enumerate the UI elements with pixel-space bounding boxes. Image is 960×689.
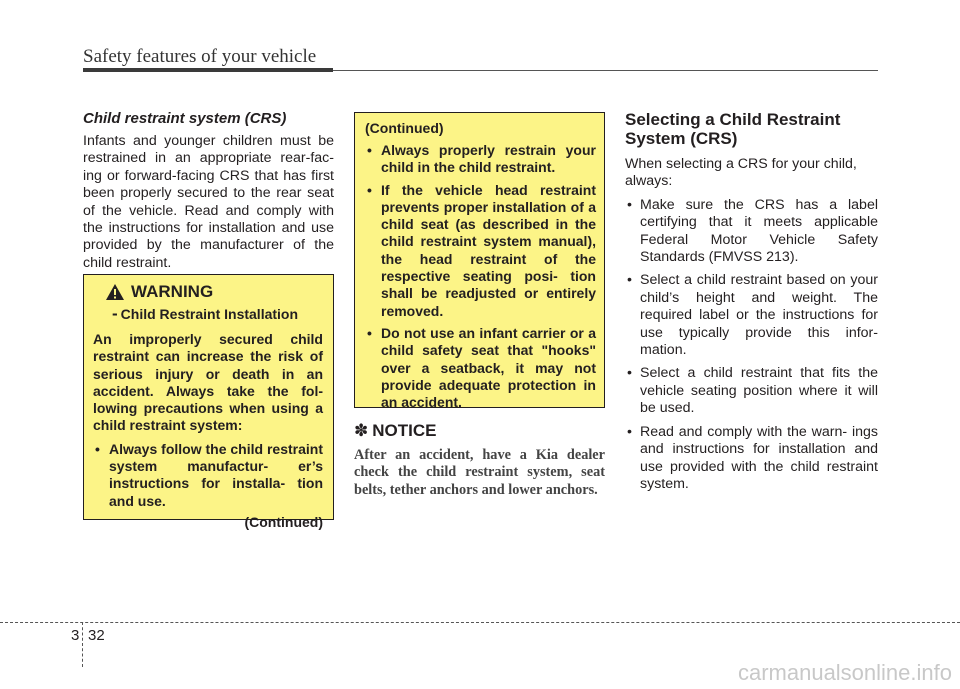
notice-section [354,421,605,499]
list-item: • Always follow the child restraint system manufactur- er’s instructions for installa- tion and use. [93,441,323,510]
page-number: 32 [88,627,105,644]
notice-title: NOTICE [372,421,437,440]
warning-list [93,441,323,510]
list-item: • Select a child restraint that fits the vehicle seating position where it will be used. [625,365,878,417]
chapter-number: 3 [71,627,80,644]
warning-subtitle-text: Child Restraint Installation [120,306,299,322]
crs-section [83,110,334,272]
notice-star-icon: ✽ [354,421,369,440]
warning-subtitle: - Child Restraint Installation [112,304,299,323]
crs-body: Infants and younger children must be restrained in an appropriate rear-fac- ing or forward-facing CRS that has first been properly secured to the rear seat of the vehicle. Read and comply with the instructions for installation and use provided by the manufacturer of the child restraint. [83,133,334,271]
list-item: • Read and comply with the warn- ings and instructions for installation and use provided with the child restraint system. [625,424,878,494]
selecting-section [625,110,878,499]
list-item: • If the vehicle head restraint prevents proper installation of a child seat (as described in the child restraint system manual), the head restraint of the respective seating posi- tion shall be readjusted or entirely removed. [365,182,596,320]
warning-body: An improperly secured child restraint can increase the risk of serious injury or death in an accident. Always take the fol- lowing precautions when using a child restraint system: [93,331,323,434]
warning-title: WARNING [131,282,214,301]
warning-head [105,282,323,302]
section-title: Child restraint system (CRS) [83,110,287,127]
continued-box [354,112,605,411]
continued-list [365,142,596,411]
notice-body: After an accident, have a Kia dealer check the child restraint system, seat belts, tether anchors and lower anchors. [354,447,605,498]
list-item: • Do not use an infant carrier or a child safety seat that "hooks" over a seatback, it may not provide adequate protection in an accident. [365,325,596,411]
warning-box [83,274,334,530]
footer-rule [0,622,960,623]
header-rule [83,68,333,72]
selecting-intro: When selecting a CRS for your child, always: [625,156,857,190]
list-item: • Make sure the CRS has a label certifying that it meets applicable Federal Motor Vehicle Safety Standards (FMVSS 213). [625,197,878,267]
warning-triangle-icon [105,283,125,301]
continued-title: (Continued) [365,120,444,136]
page-header: Safety features of your vehicle [83,46,317,67]
warning-continued: (Continued) [244,513,323,530]
selecting-list [625,197,878,494]
list-item: • Always properly restrain your child in the child restraint. [365,142,596,177]
notice-heading [354,421,605,441]
footer-vrule [82,622,83,667]
selecting-title: Selecting a Child Restraint System (CRS) [625,110,841,148]
header-rule-thin [333,70,878,71]
list-item: • Select a child restraint based on your child’s height and weight. The required label or the instructions for use typically provide this infor- mation. [625,272,878,359]
watermark: carmanualsonline.info [737,660,952,685]
